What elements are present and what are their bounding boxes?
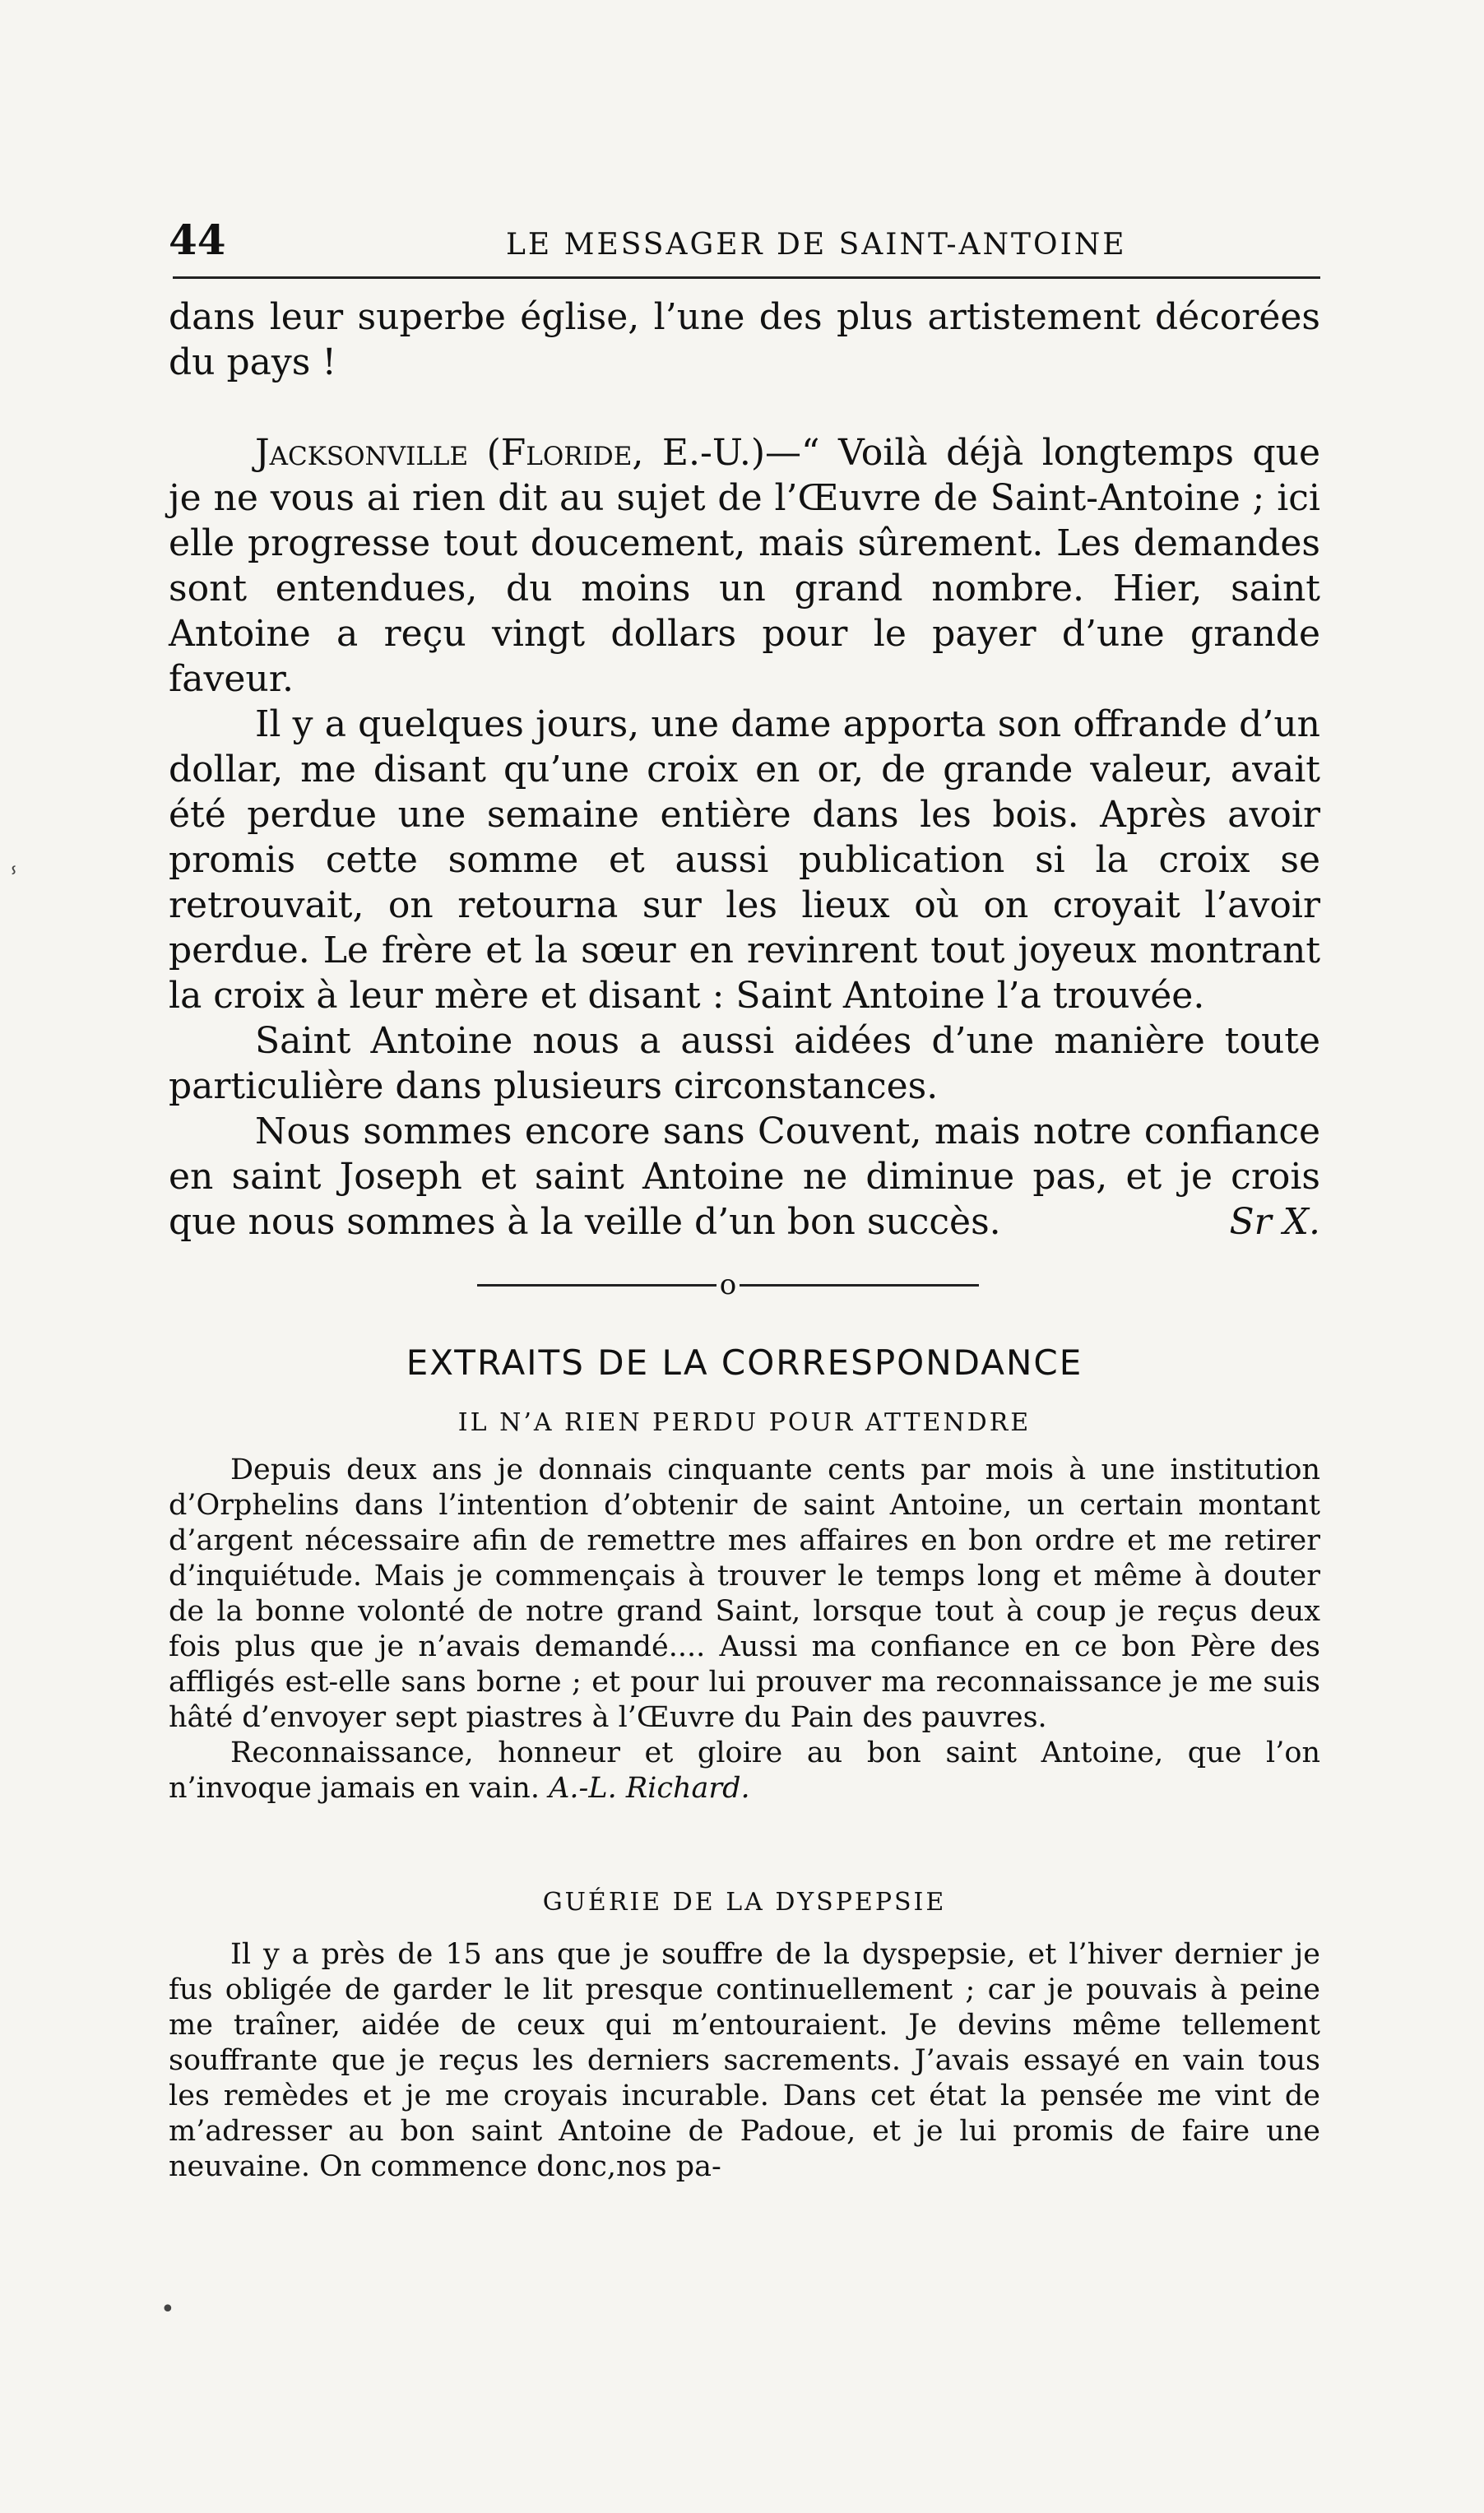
correspondence-letters [169, 294, 1320, 1245]
letter-richard [169, 1453, 1320, 1806]
jacksonville-paragraph-2: Il y a quelques jours, une dame apporta son offrande d’un dollar, me disant qu’une croix en or, de grande valeur, avait été perdue une semaine entière dans les bois. Après avoir promis cette somme et aussi publication si la croix se retrouvait, on retourna sur les lieux où on croyait l’avoir perdue. Le frère et la sœur en revinrent tout joyeux montrant la croix à leur mère et disant : Saint Antoine l’a trouvée. [169, 703, 1320, 1017]
jacksonville-text-4: Nous sommes encore sans Couvent, mais notre confiance en saint Joseph et saint Antoine ne diminue pas, et je crois que nous sommes à la veille d’un bon succès. [169, 1110, 1320, 1243]
place-heading: Jacksonville (Floride, E.-U.) [255, 432, 766, 474]
dyspepsie-paragraph-1: Il y a près de 15 ans que je souffre de la dyspepsie, et l’hiver dernier je fus obligée de garder le lit presque continuellement ; car je pouvais à peine me traîner, aidée de ceux qui m’entouraient. Je devins même tellement souffrante que je reçus les derniers sacrements. J’avais essayé en vain tous les remèdes et je me croyais incurable. Dans cet état la pensée me vint de m’adresser au bon saint Antoine de Padoue, et je lui promis de faire une neuvaine. On commence donc,nos pa- [169, 1938, 1320, 2183]
subheading-dyspepsie: GUÉRIE DE LA DYSPEPSIE [542, 1888, 947, 1917]
separator-rule-left [477, 1284, 716, 1287]
margin-mark-left: ⸯ [7, 868, 21, 897]
richard-paragraph-1: Depuis deux ans je donnais cinquante cents par mois à une institution d’Orphelins dans l’intention d’obtenir de saint Antoine, un certain montant d’argent nécessaire afin de remettre mes affaires en bon ordre et me retirer d’inquiétude. Mais je commençais à trouver le temps long et même à douter de la bonne volonté de notre grand Saint, lorsque tout à coup je reçus deux fois plus que je n’avais demandé.... Aussi ma confiance en ce bon Père des affligés est-elle sans borne ; et pour lui prouver ma reconnaissance je me suis hâté d’envoyer sept piastres à l’Œuvre du Pain des pauvres. [169, 1454, 1320, 1734]
signature-richard: A.-L. Richard. [549, 1772, 750, 1805]
jacksonville-text-1: —“ Voilà déjà longtemps que je ne vous ai rien dit au sujet de l’Œuvre de Saint-Antoine ; ici elle progresse tout doucement, mais sûrement. Les demandes sont entendues, du moins un grand nombre. Hier, saint Antoine a reçu vingt dollars pour le payer d’une grande faveur. [169, 432, 1320, 700]
letter-dyspepsie [169, 1937, 1320, 2185]
jacksonville-paragraph-1 [169, 430, 1320, 702]
page-header [169, 216, 1320, 264]
header-rule [173, 276, 1320, 279]
subheading-rien-perdu: IL N’A RIEN PERDU POUR ATTENDRE [457, 1408, 1032, 1437]
page-number: 44 [169, 216, 226, 264]
jacksonville-paragraph-3: Saint Antoine nous a aussi aidées d’une manière toute particulière dans plusieurs circonstances. [169, 1020, 1320, 1107]
section-title: EXTRAITS DE LA CORRESPONDANCE [406, 1342, 1083, 1383]
running-head: LE MESSAGER DE SAINT-ANTOINE [506, 228, 1127, 262]
opening-fragment: dans leur superbe église, l’une des plus artistement décorées du pays ! [169, 296, 1320, 383]
section-separator [477, 1268, 979, 1301]
separator-rule-right [740, 1284, 979, 1287]
signature-sr-x: Sr X. [1229, 1201, 1320, 1243]
richard-paragraph-2 [169, 1736, 1320, 1806]
richard-text-2: Reconnaissance, honneur et gloire au bon saint Antoine, que l’on n’invoque jamais en vain. [169, 1736, 1320, 1805]
jacksonville-paragraph-4 [169, 1109, 1320, 1245]
separator-ornament: o [719, 1268, 737, 1301]
margin-dot: • [160, 2295, 175, 2324]
